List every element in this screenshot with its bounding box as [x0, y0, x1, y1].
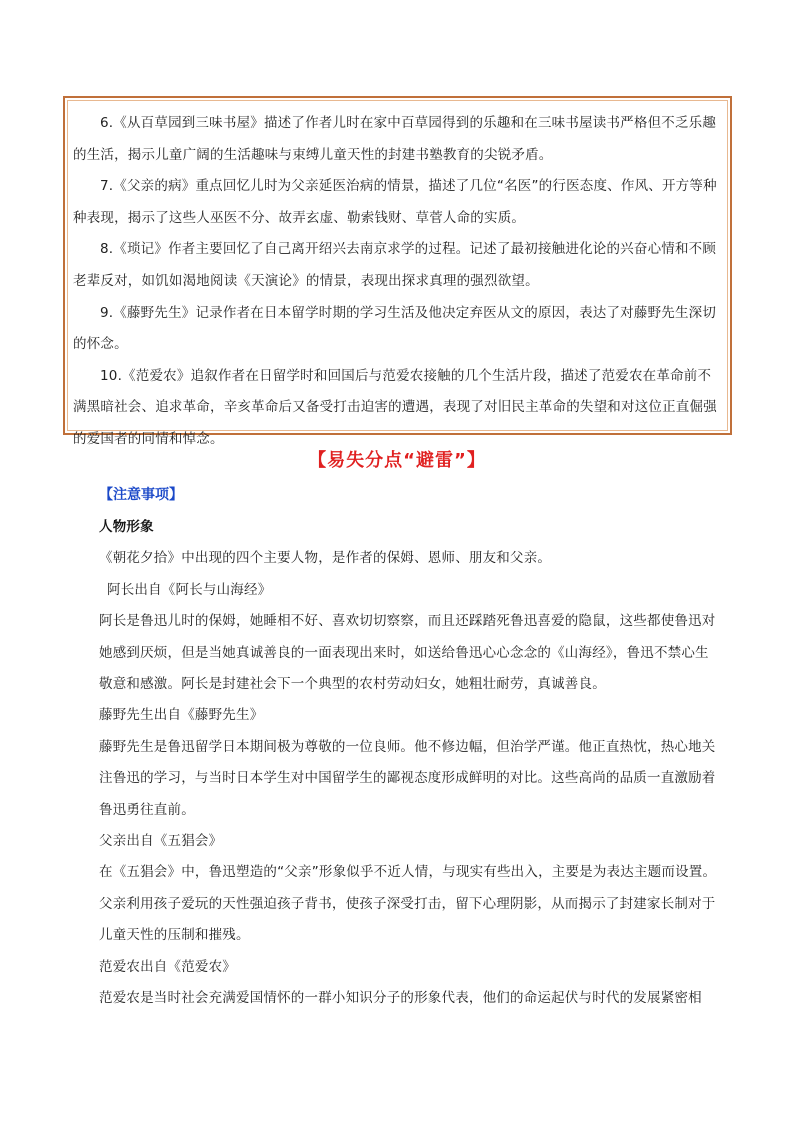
- summary-item-9: 9.《藤野先生》记录作者在日本留学时期的学习生活及他决定弃医从文的原因，表达了对藤野先生深切的怀念。: [73, 304, 717, 353]
- character-source-fanainong: 范爱农出自《范爱农》: [99, 958, 236, 975]
- character-text-fujino: 藤野先生是鲁迅留学日本期间极为尊敬的一位良师。他不修边幅，但治学严谨。他正直热忱，热心地关注鲁迅的学习，与当时日本学生对中国留学生的鄙视态度形成鲜明的对比。这些高尚的品质一直激励着鲁迅勇往直前。: [99, 738, 716, 818]
- summary-item-8: 8.《琐记》作者主要回忆了自己离开绍兴去南京求学的过程。记述了最初接触进化论的兴奋心情和不顾老辈反对，如饥如渴地阅读《天演论》的情景，表现出探求真理的强烈欲望。: [73, 241, 717, 289]
- characters-intro: 《朝花夕拾》中出现的四个主要人物，是作者的保姆、恩师、朋友和父亲。: [99, 550, 552, 567]
- summary-box: [63, 96, 732, 447]
- characters-section: [99, 512, 719, 1015]
- summary-item-10: 10.《范爱农》追叙作者在日留学时和回国后与范爱农接触的几个生活片段，描述了范爱农在革命前不满黑暗社会、追求革命，辛亥革命后又备受打击迫害的遭遇，表现了对旧民主革命的失望和对这位正直倔强的爱国者的同情和悼念。: [73, 367, 717, 447]
- summary-item-7: 7.《父亲的病》重点回忆儿时为父亲延医治病的情景，描述了几位“名医”的行医态度、作风、开方等种种表现，揭示了这些人巫医不分、故弄玄虚、勒索钱财、草菅人命的实质。: [73, 178, 717, 226]
- character-source-father: 父亲出自《五猖会》: [99, 833, 223, 850]
- summary-item-6: 6.《从百草园到三味书屋》描述了作者儿时在家中百草园得到的乐趣和在三味书屋读书严格但不乏乐趣的生活，揭示儿童广阔的生活趣味与束缚儿童天性的封建书塾教育的尖锐矛盾。: [73, 115, 717, 163]
- character-source-fujino: 藤野先生出自《藤野先生》: [99, 707, 264, 724]
- character-text-fanainong: 范爱农是当时社会充满爱国情怀的一群小知识分子的形象代表，他们的命运起伏与时代的发展紧密相: [99, 990, 702, 1007]
- character-text-father: 在《五猖会》中，鲁迅塑造的“父亲”形象似乎不近人情，与现实有些出入，主要是为表达主题而设置。父亲利用孩子爱玩的天性强迫孩子背书，使孩子深受打击，留下心理阴影，从而揭示了封建家长制对于儿童天性的压制和摧残。: [99, 864, 717, 944]
- section-title: 【易失分点“避雷”】: [308, 450, 486, 471]
- character-source-achang: 阿长出自《阿长与山海经》: [107, 581, 272, 598]
- note-tag: 【注意事项】: [99, 487, 183, 503]
- character-text-achang: 阿长是鲁迅儿时的保姆，她睡相不好、喜欢切切察察，而且还踩踏死鲁迅喜爱的隐鼠，这些都使鲁迅对她感到厌烦，但是当她真诚善良的一面表现出来时，如送给鲁迅心心念念的《山海经》，鲁迅不禁心生敬意和感激。阿长是封建社会下一个典型的农村劳动妇女，她粗壮耐劳，真诚善良。: [99, 613, 716, 693]
- characters-heading: 人物形象: [99, 519, 154, 535]
